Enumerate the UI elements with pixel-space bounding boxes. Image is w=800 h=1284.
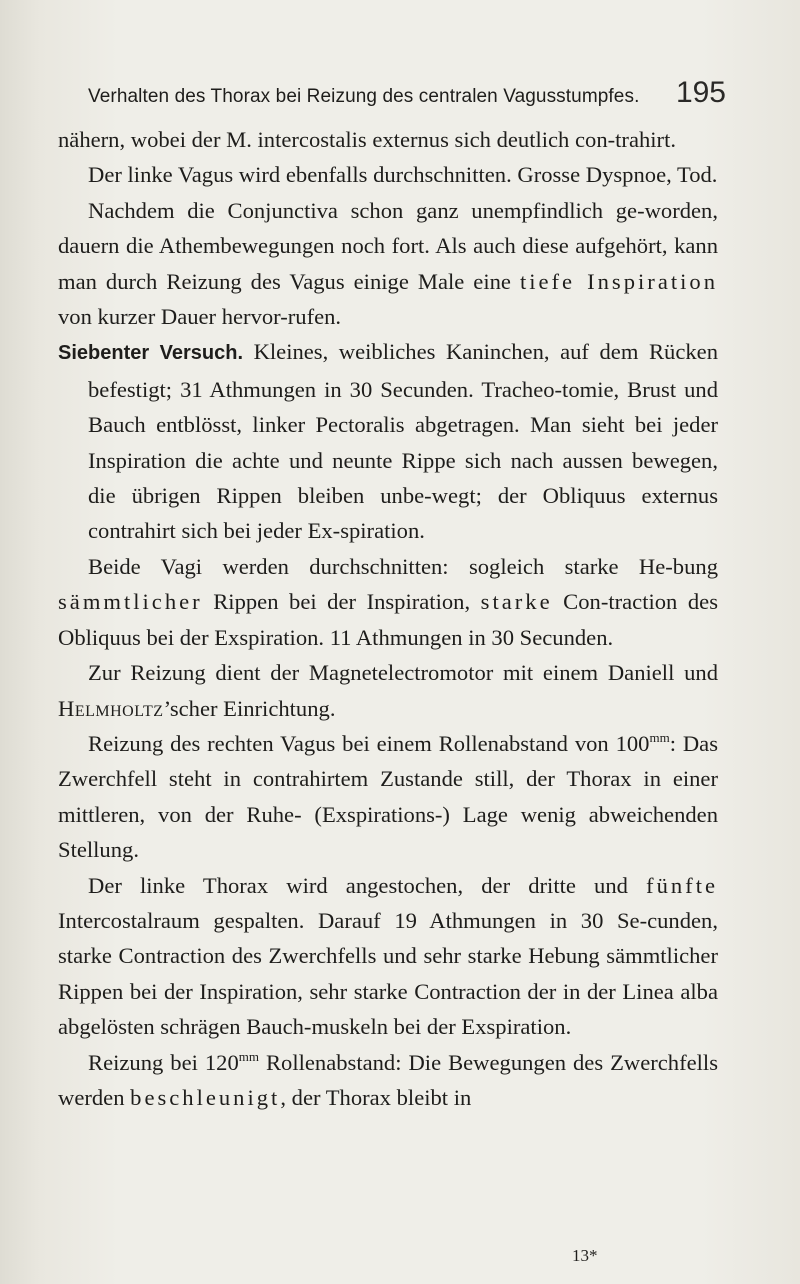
- text-span: Intercostalraum gespalten. Darauf 19 Athmungen in 30 Se-cunden, starke Contraction des Zwerchfells und sehr starke Hebung sämmtlicher Rippen bei der Inspiration, sehr starke Contraction der in der Linea alba abgelösten schrägen Bauch-muskeln bei der Exspiration.: [58, 907, 718, 1040]
- text-span: : Das Zwerchfell steht in contrahirtem Zustande still, der Thorax in einer mittleren, von der Ruhe- (Exspirations-) Lage wenig abweichenden Stellung.: [58, 730, 718, 863]
- text-span: Rippen bei der Inspiration,: [202, 589, 481, 615]
- text-span: Rollenabstand: Die Bewegungen des Zwerchfells werden: [58, 1049, 718, 1110]
- paragraph: [58, 726, 718, 868]
- paragraph: [58, 122, 718, 157]
- paragraph: [58, 193, 718, 335]
- text-span: nähern, wobei der M. intercostalis externus sich deutlich con-trahirt.: [58, 127, 676, 152]
- paragraph: [58, 334, 718, 548]
- text-span: Reizung des rechten Vagus bei einem Rollenabstand von 100: [88, 730, 650, 756]
- text-span: Reizung bei 120: [88, 1049, 239, 1075]
- paragraph: [58, 655, 718, 726]
- paragraph: [58, 868, 718, 1045]
- paragraph: [58, 157, 718, 192]
- text-span: starke: [480, 589, 553, 615]
- text-span: Der linke Vagus wird ebenfalls durchschnitten. Grosse Dyspnoe, Tod.: [88, 162, 718, 188]
- text-span: Nachdem die Conjunctiva schon ganz unempfindlich ge-worden, dauern die Athembewegungen noch fort. Als auch diese aufgehört, kann man durch Reizung des Vagus einige Male eine: [58, 197, 718, 294]
- page-header: [88, 76, 738, 112]
- paragraph: [58, 1045, 718, 1116]
- signature-mark: 13*: [572, 1246, 598, 1265]
- text-span: Con-traction des Obliquus bei der Exspiration. 11 Athmungen in 30 Secunden.: [58, 589, 719, 650]
- text-span: beschleunigt: [130, 1084, 281, 1110]
- text-span: , der Thorax bleibt in: [280, 1084, 472, 1110]
- paragraph: [58, 549, 718, 655]
- text-span: Kleines, weibliches Kaninchen, auf dem Rücken befestigt; 31 Athmungen in 30 Secunden. Tracheo-tomie, Brust und Bauch entblösst, linker Pectoralis abgetragen. Man sieht bei jeder Inspiration die achte und neunte Rippe sich nach aussen bewegen, die übrigen Rippen bleiben unbe-wegt; der Obliquus externus contrahirt sich bei jeder Ex-spiration.: [88, 339, 718, 544]
- text-span: fünfte: [646, 872, 718, 898]
- text-span: Helmholtz: [58, 695, 164, 721]
- experiment-heading: Siebenter Versuch.: [58, 342, 243, 365]
- text-span: Der linke Thorax wird angestochen, der dritte und: [88, 872, 647, 898]
- body-text: [58, 122, 718, 1115]
- unit-superscript: mm: [238, 1048, 259, 1064]
- text-span: Zur Reizung dient der Magnetelectromotor mit einem Daniell und: [88, 660, 718, 686]
- text-span: tiefe Inspiration: [519, 268, 718, 294]
- running-title: Verhalten des Thorax bei Reizung des centralen Vagusstumpfes.: [88, 86, 640, 107]
- text-span: Beide Vagi werden durchschnitten: sogleich starke He-bung: [88, 553, 718, 579]
- page-number: 195: [675, 76, 726, 109]
- text-span: ’scher Einrichtung.: [163, 695, 336, 721]
- unit-superscript: mm: [649, 729, 670, 745]
- text-span: sämmtlicher: [58, 589, 203, 615]
- text-span: von kurzer Dauer hervor-rufen.: [58, 304, 342, 330]
